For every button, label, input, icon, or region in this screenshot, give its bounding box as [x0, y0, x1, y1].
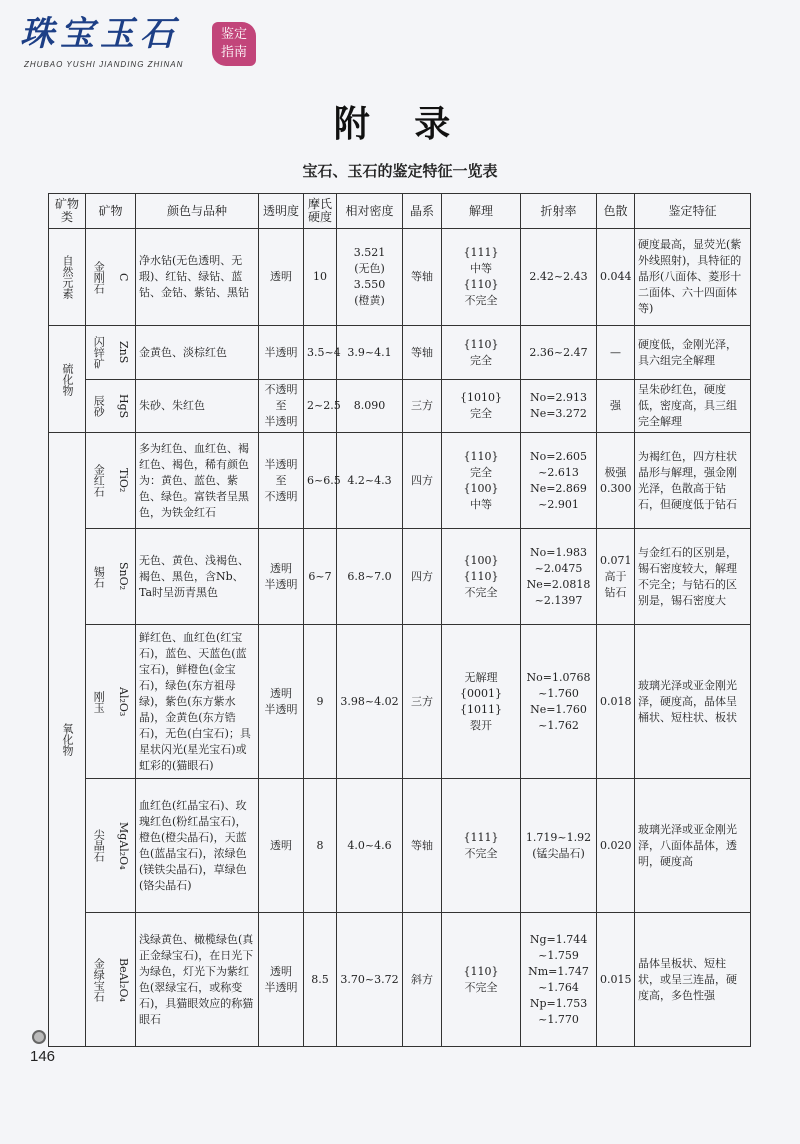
- header-crystal-system: 晶系: [403, 194, 442, 229]
- mineral-cell: [86, 380, 136, 433]
- table-title: 宝石、玉石的鉴定特征一览表: [302, 162, 498, 180]
- header-features: 鉴定特征: [635, 194, 751, 229]
- header-mineral-class: 矿物类: [49, 194, 86, 229]
- transparency-cell: 不透明 至 半透明: [259, 380, 304, 433]
- mineral-name: 金刚石: [92, 260, 106, 294]
- header-cleavage: 解理: [442, 194, 521, 229]
- system-cell: 三方: [403, 380, 442, 433]
- dispersion-cell: 强: [597, 380, 635, 433]
- refraction-cell: 2.36~2.47: [521, 326, 597, 380]
- hardness-cell: 10: [304, 229, 337, 326]
- refraction-cell: 1.719~1.92 (锰尖晶石): [521, 779, 597, 913]
- mineral-formula: SnO₂: [116, 562, 130, 591]
- mineral-name: 金红石: [92, 464, 106, 497]
- hardness-cell: 8: [304, 779, 337, 913]
- page-number: 146: [30, 1048, 56, 1065]
- density-cell: 3.521 (无色) 3.550 (橙黄): [337, 229, 403, 326]
- mineral-cell: [86, 529, 136, 625]
- dispersion-cell: 0.020: [597, 779, 635, 913]
- hardness-cell: 9: [304, 625, 337, 779]
- logo-subtitle: ZHUBAO YUSHI JIANDING ZHINAN: [24, 60, 184, 69]
- refraction-cell: No=2.913 Ne=3.272: [521, 380, 597, 433]
- cleavage-cell: {1010} 完全: [442, 380, 521, 433]
- mineral-cell: [86, 326, 136, 380]
- system-cell: 斜方: [403, 913, 442, 1047]
- mineral-cell: [86, 625, 136, 779]
- mineral-formula: TiO₂: [116, 468, 130, 493]
- category-cell: [49, 229, 86, 326]
- density-cell: 3.98~4.02: [337, 625, 403, 779]
- dispersion-cell: 0.044: [597, 229, 635, 326]
- transparency-cell: 半透明 至 不透明: [259, 433, 304, 529]
- page-title: 附 录: [333, 103, 467, 145]
- dispersion-cell: 0.018: [597, 625, 635, 779]
- header-density: 相对密度: [337, 194, 403, 229]
- mineral-name: 刚玉: [92, 690, 106, 713]
- density-cell: 4.2~4.3: [337, 433, 403, 529]
- mineral-formula: ZnS: [116, 341, 130, 364]
- category-oxide: 氧化物: [61, 723, 74, 756]
- header-transparency: 透明度: [259, 194, 304, 229]
- color-cell: 浅绿黄色、橄榄绿色(真正金绿宝石)，在日光下为绿色，灯光下为紫红色(翠绿宝石，或称变石)，具猫眼效应的称猫眼石: [136, 913, 259, 1047]
- features-cell: 晶体呈板状、短柱状，或呈三连晶，硬度高，多色性强: [635, 913, 751, 1047]
- gem-identification-table: [48, 193, 751, 1047]
- hardness-cell: 6~6.5: [304, 433, 337, 529]
- header-hardness: 摩氏硬度: [304, 194, 337, 229]
- table-row: [49, 326, 751, 380]
- mineral-name: 辰砂: [92, 394, 106, 417]
- cleavage-cell: {111} 不完全: [442, 779, 521, 913]
- mineral-name: 金绿宝石: [92, 957, 106, 1002]
- features-cell: 与金红石的区别是，锡石密度较大，解理不完全；与钻石的区别是，锡石密度大: [635, 529, 751, 625]
- cleavage-cell: {110} 完全: [442, 326, 521, 380]
- density-cell: 8.090: [337, 380, 403, 433]
- transparency-cell: 半透明: [259, 326, 304, 380]
- page-header: [0, 0, 800, 80]
- dispersion-cell: 极强 0.300: [597, 433, 635, 529]
- mineral-formula: HgS: [116, 393, 130, 419]
- header-dispersion: 色散: [597, 194, 635, 229]
- logo-text: 珠宝玉石: [20, 14, 180, 54]
- transparency-cell: 透明 半透明: [259, 913, 304, 1047]
- features-cell: 玻璃光泽或亚金刚光泽，硬度高，晶体呈桶状、短柱状、板状: [635, 625, 751, 779]
- header-color: 颜色与品种: [136, 194, 259, 229]
- table-row: [49, 625, 751, 779]
- color-cell: 金黄色、淡棕红色: [136, 326, 259, 380]
- cleavage-cell: {110} 完全 {100} 中等: [442, 433, 521, 529]
- color-cell: 多为红色、血红色、褐红色、褐色，稀有颜色为：黄色、蓝色、紫色、绿色。富铁者呈黑色，为铁金红石: [136, 433, 259, 529]
- refraction-cell: No=1.0768 ~1.760 Ne=1.760 ~1.762: [521, 625, 597, 779]
- system-cell: 四方: [403, 433, 442, 529]
- dispersion-cell: 0.015: [597, 913, 635, 1047]
- category-natural-element: 自然元素: [61, 255, 74, 299]
- category-sulfide: 硫化物: [61, 362, 74, 396]
- refraction-cell: 2.42~2.43: [521, 229, 597, 326]
- header-mineral: 矿物: [86, 194, 136, 229]
- table-row: [49, 433, 751, 529]
- system-cell: 等轴: [403, 326, 442, 380]
- mineral-cell: [86, 433, 136, 529]
- mineral-cell: [86, 229, 136, 326]
- mineral-cell: [86, 913, 136, 1047]
- system-cell: 等轴: [403, 229, 442, 326]
- refraction-cell: Ng=1.744 ~1.759 Nm=1.747 ~1.764 Np=1.753 ~1.770: [521, 913, 597, 1047]
- table-row: [49, 229, 751, 326]
- cleavage-cell: {111} 中等 {110} 不完全: [442, 229, 521, 326]
- cleavage-cell: 无解理 {0001} {1011} 裂开: [442, 625, 521, 779]
- dispersion-cell: —: [597, 326, 635, 380]
- system-cell: 三方: [403, 625, 442, 779]
- refraction-cell: No=2.605 ~2.613 Ne=2.869 ~2.901: [521, 433, 597, 529]
- density-cell: 3.9~4.1: [337, 326, 403, 380]
- refraction-cell: No=1.983 ~2.0475 Ne=2.0818 ~2.1397: [521, 529, 597, 625]
- page-marker-icon: [32, 1030, 46, 1044]
- hardness-cell: 8.5: [304, 913, 337, 1047]
- mineral-formula: Al₂O₃: [116, 686, 130, 717]
- density-cell: 4.0~4.6: [337, 779, 403, 913]
- transparency-cell: 透明: [259, 779, 304, 913]
- features-cell: 硬度最高，显荧光(紫外线照射)，具特征的晶形(八面体、菱形十二面体、六十四面体等): [635, 229, 751, 326]
- header-refraction: 折射率: [521, 194, 597, 229]
- mineral-name: 尖晶石: [92, 828, 106, 862]
- hardness-cell: 2~2.5: [304, 380, 337, 433]
- features-cell: 玻璃光泽或亚金刚光泽，八面体晶体，透明，硬度高: [635, 779, 751, 913]
- color-cell: 鲜红色、血红色(红宝石)，蓝色、天蓝色(蓝宝石)，鲜橙色(金宝石)，绿色(东方祖母绿)，紫色(东方紫水晶)，金黄色(东方锆石)，无色(白宝石)；具星状闪光(星光宝石)或虹彩的(猫眼石): [136, 625, 259, 779]
- mineral-formula: C: [116, 272, 130, 282]
- table-row: [49, 913, 751, 1047]
- transparency-cell: 透明 半透明: [259, 529, 304, 625]
- table-header-row: [49, 194, 751, 229]
- mineral-formula: BeAl₂O₄: [116, 957, 130, 1002]
- mineral-cell: [86, 779, 136, 913]
- mineral-name: 锡石: [92, 565, 106, 588]
- mineral-formula: MgAl₂O₄: [116, 821, 130, 870]
- color-cell: 净水钻(无色透明、无瑕)、红钻、绿钻、蓝钻、金钻、紫钻、黑钻: [136, 229, 259, 326]
- category-cell: [49, 326, 86, 433]
- system-cell: 四方: [403, 529, 442, 625]
- table-row: [49, 380, 751, 433]
- density-cell: 6.8~7.0: [337, 529, 403, 625]
- transparency-cell: 透明: [259, 229, 304, 326]
- density-cell: 3.70~3.72: [337, 913, 403, 1047]
- color-cell: 朱砂、朱红色: [136, 380, 259, 433]
- dispersion-cell: 0.071 高于 钻石: [597, 529, 635, 625]
- cleavage-cell: {110} 不完全: [442, 913, 521, 1047]
- hardness-cell: 6~7: [304, 529, 337, 625]
- features-cell: 为褐红色，四方柱状晶形与解理，强金刚光泽，色散高于钻石，但硬度低于钻石: [635, 433, 751, 529]
- category-cell: [49, 433, 86, 1047]
- cleavage-cell: {100} {110} 不完全: [442, 529, 521, 625]
- hardness-cell: 3.5~4: [304, 326, 337, 380]
- table-row: [49, 779, 751, 913]
- color-cell: 无色、黄色、浅褐色、褐色、黑色，含Nb、Ta时呈沥青黑色: [136, 529, 259, 625]
- logo-badge: 鉴定 指南: [212, 22, 256, 66]
- mineral-name: 闪锌矿: [92, 336, 106, 369]
- transparency-cell: 透明 半透明: [259, 625, 304, 779]
- table-row: [49, 529, 751, 625]
- features-cell: 呈朱砂红色，硬度低，密度高，具三组完全解理: [635, 380, 751, 433]
- features-cell: 硬度低，金刚光泽，具六组完全解理: [635, 326, 751, 380]
- color-cell: 血红色(红晶宝石)、玫瑰红色(粉红晶宝石)，橙色(橙尖晶石)，天蓝色(蓝晶宝石)，浓绿色(镁铁尖晶石)，草绿色(铬尖晶石): [136, 779, 259, 913]
- system-cell: 等轴: [403, 779, 442, 913]
